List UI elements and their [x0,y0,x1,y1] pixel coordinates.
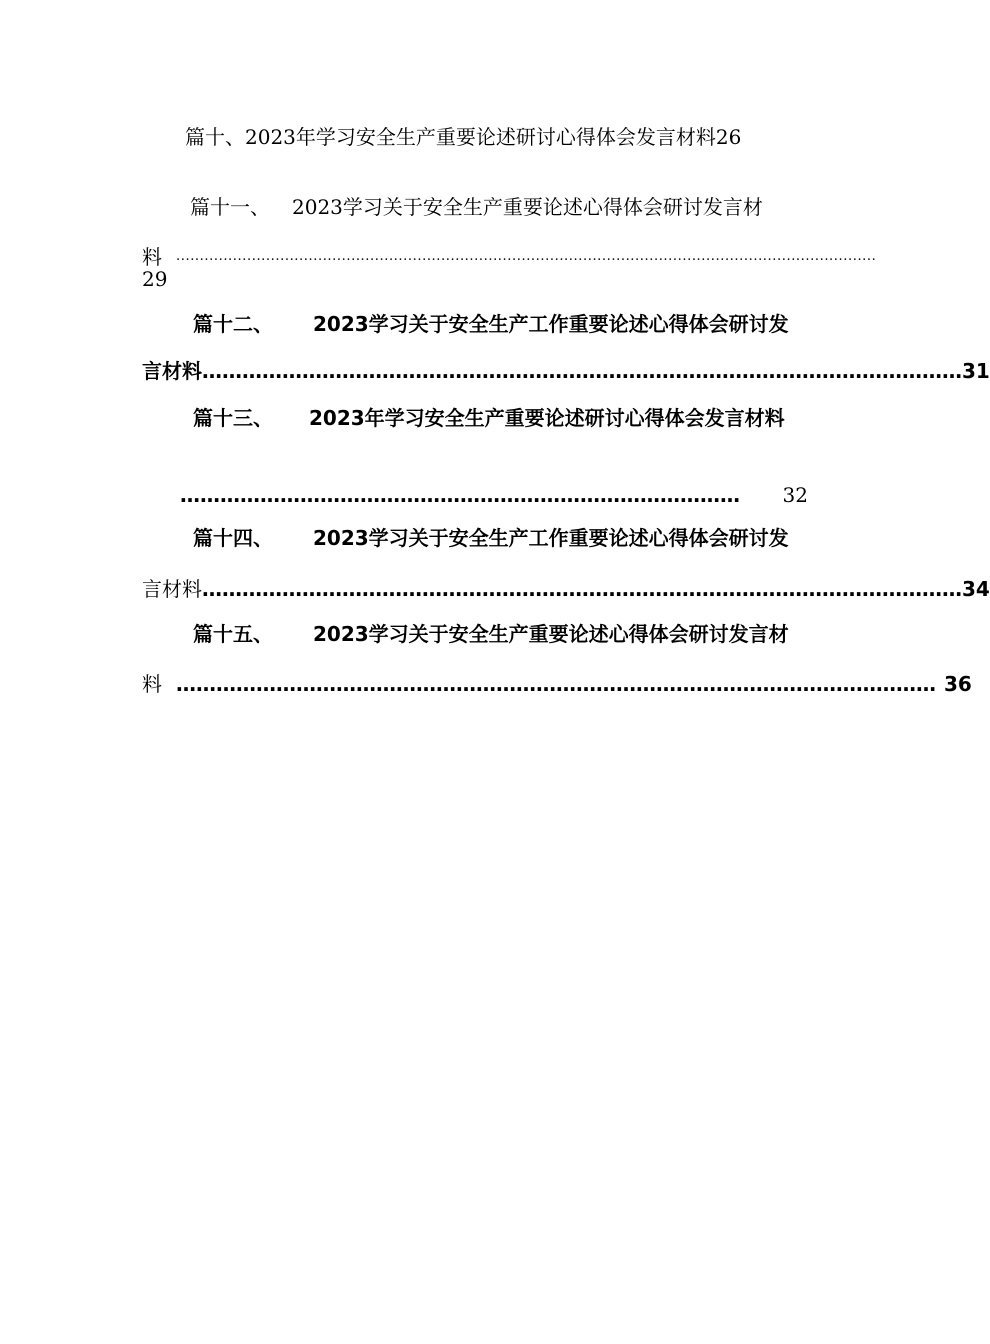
toc-title: 篇十、2023年学习安全生产重要论述研讨心得体会发言材料 [185,125,716,149]
dot-leader: …………………………………………………………………………………………………… [202,359,962,383]
toc-page-number: 32 [782,483,808,507]
toc-title-cont: 言材料 [142,577,202,601]
toc-title: 2023年学习安全生产重要论述研讨心得体会发言材料 [309,406,785,430]
toc-page-number: 29 [142,267,168,291]
toc-number: 篇十二、 [193,312,273,336]
toc-entry-10[interactable] [185,124,741,150]
toc-title: 2023学习关于安全生产工作重要论述心得体会研讨发 [313,312,789,336]
toc-title-cont: 料 [142,245,162,269]
toc-page-number: 31 [962,359,990,383]
toc-entry-12-line1[interactable] [193,311,789,337]
toc-title-cont: 言材料 [142,359,202,383]
toc-title: 2023学习关于安全生产工作重要论述心得体会研讨发 [313,526,789,550]
toc-page-number: 36 [944,672,972,696]
toc-title: 2023学习关于安全生产重要论述心得体会研讨发言材 [292,195,763,219]
toc-title-cont: 料 [142,672,162,696]
toc-number: 篇十三、 [193,406,273,430]
dot-leader: .................................................................................................................................................... [176,249,877,264]
toc-entry-13-line1[interactable] [193,405,785,431]
dot-leader: …………………………………………………………………………………………………… [176,672,936,696]
toc-entry-15-line1[interactable] [193,621,789,647]
dot-leader: …………………………………………………………………………………………………… [202,577,962,601]
toc-page-number: 34 [962,577,990,601]
toc-number: 篇十四、 [193,526,273,550]
toc-entry-14-line2[interactable] [142,576,990,602]
toc-entry-11-line2[interactable] [142,244,877,270]
toc-entry-15-line2[interactable] [142,671,972,697]
toc-title: 2023学习关于安全生产重要论述心得体会研讨发言材 [313,622,789,646]
toc-entry-14-line1[interactable] [193,525,789,551]
toc-entry-12-line2[interactable] [142,358,990,384]
dot-leader: ………………………………………………………………………… [180,483,740,507]
toc-number: 篇十五、 [193,622,273,646]
toc-entry-11-line1[interactable] [190,194,763,220]
toc-entry-13-line2[interactable] [180,482,808,508]
toc-page-number: 26 [715,125,742,149]
toc-number: 篇十一、 [190,195,270,219]
